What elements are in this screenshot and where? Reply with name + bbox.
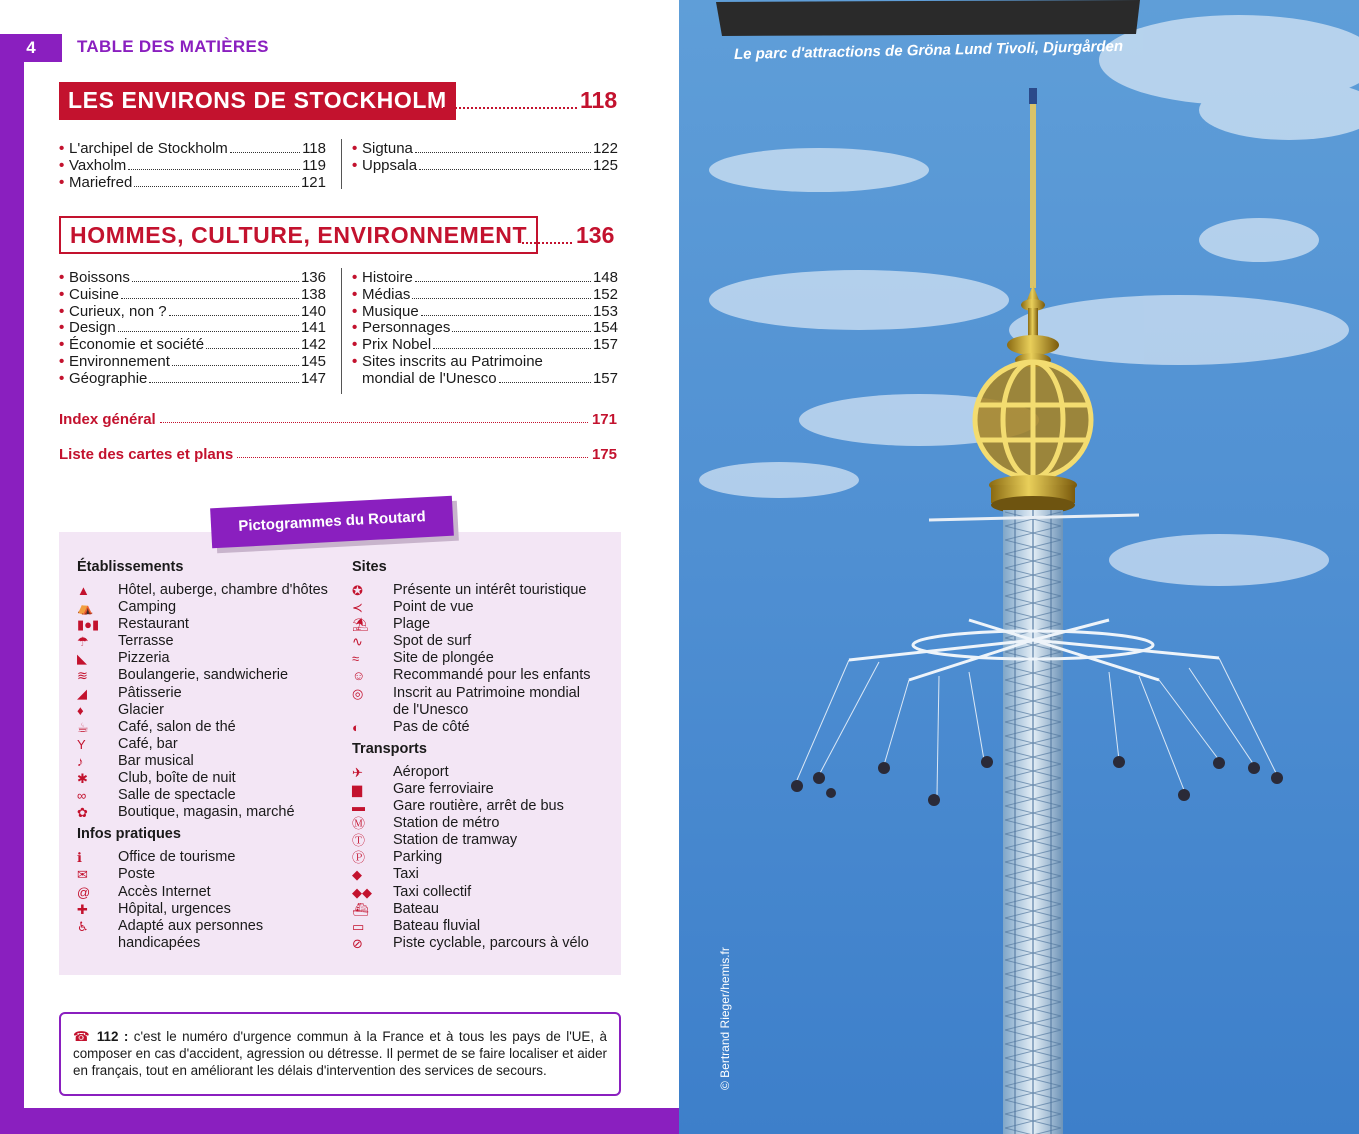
picto-item: ≋ Boulangerie, sandwicherie (77, 667, 289, 684)
music-icon: ♪ (77, 753, 84, 769)
bottom-purple-bar (0, 1108, 679, 1134)
show-icon: ∞ (77, 788, 87, 804)
camping-icon: ⛺ (77, 600, 94, 616)
picto-item: ♪ Bar musical (77, 752, 194, 769)
restaurant-icon: ▮●▮ (77, 617, 100, 633)
taxi-icon: ◆ (352, 867, 362, 883)
picto-item: ☂ Terrasse (77, 633, 174, 650)
toc-entry[interactable]: • Économie et société 142 (59, 336, 326, 354)
toc-column-environs-right (352, 141, 618, 175)
picto-item: ▆ Gare ferroviaire (352, 780, 494, 797)
picto-item: ✉ Poste (77, 866, 156, 883)
picto-item: ✿ Boutique, magasin, marché (77, 804, 295, 821)
picto-item: ⊘ Piste cyclable, parcours à vélo (352, 934, 589, 951)
picto-item: Ⓣ Station de tramway (352, 832, 518, 849)
picto-item: ◎ Inscrit au Patrimoine mondial (352, 684, 580, 701)
toc-index-general[interactable]: Index général 171 (59, 411, 617, 428)
picto-item: ▭ Bateau fluvial (352, 917, 481, 934)
tea-icon: ☕ (77, 719, 89, 735)
riverboat-icon: ▭ (352, 918, 365, 934)
picto-item: ♦ Glacier (77, 701, 164, 718)
antenna (1030, 88, 1036, 288)
section-title-environs[interactable]: LES ENVIRONS DE STOCKHOLM (59, 82, 456, 120)
viewpoint-icon: ≺ (352, 600, 363, 616)
picto-item: ◣ Pizzeria (77, 650, 170, 667)
photo-credit: © Bertrand Rieger/hemis.fr (718, 947, 732, 1090)
tourist-interest-icon: ✪ (352, 583, 363, 598)
toc-column-hommes-left (59, 270, 326, 388)
toc-entry[interactable]: • Vaxholm 119 (59, 156, 326, 174)
caption-banner (716, 0, 1140, 36)
toc-entry[interactable]: • Environnement 145 (59, 352, 326, 370)
toc-entry[interactable]: • L'archipel de Stockholm 118 (59, 140, 326, 157)
picto-heading-sites: Sites (352, 559, 387, 575)
picto-item: ▮●▮ Restaurant (77, 616, 189, 633)
picto-item: ℹ Office de tourisme (77, 849, 236, 866)
picto-item: ≈ Site de plongée (352, 650, 494, 667)
picto-item: ☺ Recommandé pour les enfants (352, 667, 591, 684)
toc-column-environs-left (59, 141, 326, 191)
diving-icon: ≈ (352, 651, 360, 667)
section-page-hommes[interactable]: 136 (576, 222, 615, 248)
picto-item: ✪ Présente un intérêt touristique (352, 582, 587, 598)
picto-item: handicapées (118, 934, 201, 951)
wheelchair-icon: ♿ (77, 918, 89, 934)
bike-icon: ⊘ (352, 935, 363, 951)
toc-entry[interactable]: • Prix Nobel 157 (352, 336, 618, 354)
column-separator (341, 268, 342, 394)
photo-caption: Le parc d'attractions de Gröna Lund Tivoli, Djurgården (733, 37, 1124, 63)
emergency-text: c'est le numéro d'urgence commun à la France et à tous les pays de l'UE, à composer en cas d'accident, agression ou détresse. Il permet de se faire localiser et aider en français, tout en améliorant les délais d'intervention des services de secours. (73, 1029, 607, 1078)
toc-entry[interactable]: • Uppsala 125 (352, 156, 618, 174)
toc-entry[interactable]: • Sites inscrits au Patrimoine (352, 352, 543, 370)
picto-item: ◆ Taxi (352, 866, 419, 883)
picto-item: Ⓟ Parking (352, 849, 443, 866)
toc-entry[interactable]: • Personnages 154 (352, 319, 618, 337)
picto-item: ▲ Hôtel, auberge, chambre d'hôtes (77, 582, 328, 598)
toc-entry[interactable]: • Curieux, non ? 140 (59, 302, 326, 320)
shared-taxi-icon: ◆◆ (352, 884, 372, 900)
toc-entry[interactable]: • Histoire 148 (352, 269, 618, 286)
picto-item: de l'Unesco (393, 701, 469, 718)
tower-photo (679, 0, 1359, 1134)
picto-item: Y Café, bar (77, 735, 178, 752)
shopping-icon: ✿ (77, 805, 88, 821)
pictogram-column-left (77, 559, 342, 952)
picto-item: ◐ Pas de côté (352, 718, 470, 735)
toc-column-hommes-right (352, 270, 618, 388)
picto-item: ∞ Salle de spectacle (77, 787, 236, 804)
toc-entry[interactable]: • Sigtuna 122 (352, 140, 618, 157)
info-icon: ℹ (77, 850, 82, 866)
cake-icon: ◢ (77, 685, 87, 701)
picto-item: ▬ Gare routière, arrêt de bus (352, 798, 564, 815)
picto-item: ♿ Adapté aux personnes (77, 917, 264, 934)
tram-icon: Ⓣ (352, 833, 366, 849)
bread-icon: ≋ (77, 668, 88, 684)
picto-item: ✱ Club, boîte de nuit (77, 770, 236, 787)
pictogram-column-right (352, 559, 612, 952)
picto-item: Ⓜ Station de métro (352, 815, 500, 832)
page-number: 4 (26, 38, 36, 57)
toc-entry[interactable]: • Mariefred 121 (59, 173, 326, 191)
picto-item: ✚ Hôpital, urgences (77, 900, 231, 917)
pizza-icon: ◣ (77, 651, 87, 667)
picto-item: ◢ Pâtisserie (77, 684, 182, 701)
pictogram-banner: Pictogrammes du Routard (210, 496, 454, 549)
toc-entry[interactable]: • Musique 153 (352, 302, 618, 320)
toc-liste-cartes[interactable]: Liste des cartes et plans 175 (59, 446, 617, 463)
metro-icon: Ⓜ (352, 816, 366, 832)
picto-item: ⛱ Plage (352, 616, 431, 633)
phone-icon: ☎ (73, 1029, 92, 1044)
offbeat-icon: ◐ (352, 719, 360, 735)
toc-entry[interactable]: • Design 141 (59, 319, 326, 337)
children-icon: ☺ (352, 668, 366, 684)
picto-item: ∿ Spot de surf (352, 633, 472, 650)
section-dots (522, 230, 572, 244)
section-page-environs[interactable]: 118 (580, 87, 618, 113)
column-separator (341, 139, 342, 189)
mail-icon: ✉ (77, 867, 88, 883)
surf-icon: ∿ (352, 634, 363, 650)
unesco-icon: ◎ (352, 685, 364, 701)
picto-heading-etablissements: Établissements (77, 559, 184, 575)
toc-entry[interactable]: • Médias 152 (352, 285, 618, 303)
section-dots (434, 95, 577, 109)
photo-page (679, 0, 1359, 1134)
cocktail-icon: Y (77, 736, 86, 752)
parking-icon: Ⓟ (352, 850, 366, 866)
hospital-icon: ✚ (77, 901, 88, 917)
icecream-icon: ♦ (77, 702, 84, 718)
bus-icon: ▬ (352, 799, 365, 815)
picto-item: ⛴ Bateau (352, 900, 439, 917)
picto-heading-transports: Transports (352, 740, 427, 757)
train-icon: ▆ (352, 781, 362, 797)
emergency-info-box (59, 1012, 621, 1096)
terrace-icon: ☂ (77, 634, 89, 650)
at-icon: @ (77, 884, 91, 900)
toc-entry[interactable]: • Cuisine 138 (59, 285, 326, 303)
toc-entry[interactable]: mondial de l'Unesco 157 (362, 369, 618, 387)
picto-item: ☕ Café, salon de thé (77, 718, 236, 735)
picto-item: ◆◆ Taxi collectif (352, 883, 472, 900)
picto-heading-infos: Infos pratiques (77, 826, 181, 843)
toc-entry[interactable]: • Boissons 136 (59, 269, 326, 286)
beach-icon: ⛱ (352, 617, 369, 633)
picto-item: @ Accès Internet (77, 883, 211, 900)
running-head: TABLE DES MATIÈRES (77, 37, 269, 56)
emergency-number: 112 : (96, 1029, 129, 1044)
picto-item: ⛺ Camping (77, 599, 177, 616)
left-page (0, 0, 679, 1134)
picto-item: ≺ Point de vue (352, 599, 474, 616)
dance-icon: ✱ (77, 771, 88, 787)
hotel-icon: ▲ (77, 583, 90, 598)
boat-icon: ⛴ (352, 901, 369, 917)
section-title-hommes[interactable]: HOMMES, CULTURE, ENVIRONNEMENT (59, 216, 538, 254)
purple-edge-bar (0, 34, 24, 1134)
toc-entry[interactable]: • Géographie 147 (59, 369, 326, 387)
picto-item: ✈ Aéroport (352, 763, 449, 780)
plane-icon: ✈ (352, 764, 363, 780)
